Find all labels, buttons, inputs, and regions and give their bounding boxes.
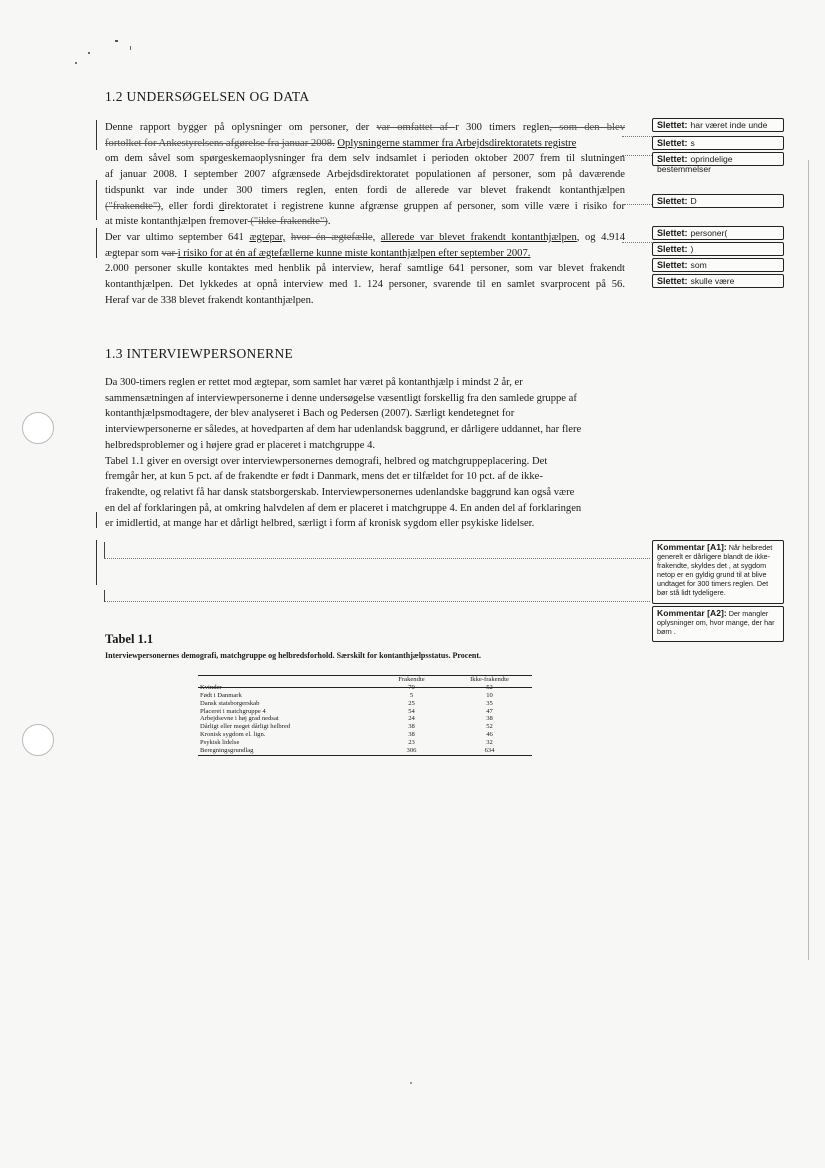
table-row — [198, 738, 532, 746]
text-line — [105, 167, 625, 183]
text-run: Der var ultimo september 641 — [105, 231, 250, 243]
table-cell: 54 — [408, 707, 415, 715]
deleted-text: ("ikke-frakendte") — [247, 216, 328, 228]
text-line — [105, 261, 625, 277]
scan-speck — [410, 1082, 412, 1084]
deleted-text: , som den blev — [549, 122, 625, 133]
table-cell: 306 — [406, 746, 417, 754]
table-cell: 38 — [408, 730, 415, 738]
table-row — [198, 746, 532, 754]
text-run: Denne rapport bygger på oplysninger om personer, der — [105, 122, 377, 133]
balloon-connector — [622, 155, 652, 156]
deletion-text: oprindelige bestemmelser — [657, 154, 733, 174]
table-cell: 10 — [486, 691, 493, 699]
deleted-text: var omfattet af — [376, 122, 456, 133]
text-run: af januar 2008. I september 2007 afgrænsede Arbejdsdirektoratet populationen af personer, som på daværende — [105, 169, 625, 181]
table-cell: Født i Danmark — [200, 691, 242, 699]
deletion-balloon[interactable] — [652, 118, 784, 132]
text-run: r 300 timers reglen — [455, 122, 550, 133]
section-heading-1-3: 1.3 INTERVIEWPERSONERNE — [105, 346, 294, 361]
inserted-text: ægtepar, — [249, 231, 286, 243]
table-cell: Kronisk sygdom el. lign. — [200, 730, 266, 738]
text-line: kontanthjælpsmodtagere, der blev analyseret i Bach og Pedersen (2007). Særligt kendetegnet for — [105, 408, 515, 420]
text-run: irektoratet i registrene kunne afgrænse gruppen af personer, som ville være i risiko for — [224, 200, 625, 212]
balloon-connector — [622, 242, 652, 243]
text-run: kontanthjælpen. Det lykkedes at opnå interview med 1. 124 personer, svarende til en samlet svarprocent på 56. — [105, 279, 625, 291]
text-line — [105, 199, 625, 215]
text-line: en del af forklaringen på, at omkring halvdelen af dem er placeret i matchgruppe 4. En anden del af forklaringen — [105, 502, 582, 514]
balloon-connector — [622, 204, 652, 205]
comment-a1-text: Når helbredet generelt er dårligere blandt de ikke-frakendte, skyldes det , at sygdom netop er en gyldig grund til at blive undtaget for 300 timers reglen. Det bør stå lidt tydeligere. — [657, 543, 773, 597]
deletion-balloon[interactable] — [652, 274, 784, 288]
table-row — [198, 723, 532, 731]
table-cell: 46 — [486, 730, 493, 738]
text-run: . — [327, 216, 331, 228]
comment-anchor-line — [104, 558, 650, 559]
text-line — [105, 277, 625, 293]
comment-a2[interactable] — [652, 606, 784, 642]
table-header-cell: Frakendte — [398, 676, 425, 684]
deletion-balloon[interactable] — [652, 152, 784, 174]
text-run: at miste kontanthjælpen fremover — [105, 216, 248, 228]
comment-anchor-mark — [104, 542, 105, 558]
table-rule-bottom — [198, 755, 532, 756]
deletion-label: Slettet: — [657, 138, 688, 148]
table-cell: 38 — [408, 723, 415, 731]
deletion-balloon[interactable] — [652, 226, 784, 240]
deleted-text: var — [161, 247, 178, 259]
text-run: 2.000 personer skulle kontaktes med henblik på interview, heraf samtlige 641 personer, som var blevet frakendt — [105, 263, 625, 275]
comment-anchor-mark — [104, 590, 105, 602]
balloon-connector — [622, 136, 652, 137]
table-cell: Psykisk lidelse — [200, 738, 240, 746]
deletion-label: Slettet: — [657, 244, 688, 254]
section-heading-1-2: 1.2 UNDERSØGELSEN OG DATA — [105, 89, 310, 104]
table-cell: Dansk statsborgerskab — [200, 699, 260, 707]
table-title: Tabel 1.1 — [105, 632, 154, 646]
table-cell: Kvinder — [200, 684, 222, 692]
deletion-text: har været inde unde — [690, 120, 768, 130]
text-line — [105, 136, 625, 152]
text-line: Tabel 1.1 giver en oversigt over interviewpersonernes demografi, helbred og matchgruppeplacering. Det — [105, 455, 548, 467]
text-run: om dem såvel som spørgeskemaoplysninger fra dem selv indsamlet i perioden oktober 2007 frem til slutningen — [105, 153, 625, 165]
deletion-text: s — [690, 138, 695, 148]
inserted-text: allerede var blevet frakendt kontanthjælpen — [380, 231, 577, 243]
deleted-text: hvor én ægtefælle — [290, 231, 373, 243]
text-line: helbredsproblemer og i højere grad er placeret i matchgruppe 4. — [105, 439, 376, 451]
scan-speck — [130, 46, 131, 50]
table-row — [198, 699, 532, 707]
table-cell: Placeret i matchgruppe 4 — [200, 707, 266, 715]
table-cell: 35 — [486, 699, 493, 707]
deleted-text: ("frakendte") — [105, 200, 161, 212]
table-cell: 70 — [408, 684, 415, 692]
table-row — [198, 715, 532, 723]
deletion-text: ) — [690, 244, 694, 254]
deletion-balloon[interactable] — [652, 194, 784, 208]
deletion-balloon[interactable] — [652, 242, 784, 256]
text-line — [105, 183, 625, 199]
table-cell: 25 — [408, 699, 415, 707]
text-line: er imidlertid, at mange har et dårligt helbred, særligt i form af kronisk sygdom eller psykiske lidelser. — [105, 518, 535, 530]
binder-hole — [22, 412, 54, 444]
comment-anchor-line — [104, 601, 650, 602]
binder-hole — [22, 724, 54, 756]
text-line: Da 300-timers reglen er rettet mod ægtepar, som samlet har været på kontanthjælp i mindst 2 år, er — [105, 377, 523, 388]
deletion-text: personer( — [690, 228, 728, 238]
table-cell: 23 — [408, 738, 415, 746]
change-bar — [96, 512, 97, 528]
table-header-cell — [198, 676, 376, 684]
text-run: , — [372, 231, 381, 243]
text-run: , eller fordi — [160, 200, 219, 212]
text-line: interviewpersonerne er således, at hovedparten af dem har udenlandsk baggrund, er dårligere uddannet, har flere — [105, 424, 582, 436]
deletion-label: Slettet: — [657, 196, 688, 206]
text-line — [105, 230, 625, 246]
text-run: , og 4.914 — [576, 231, 626, 243]
text-line — [105, 293, 625, 309]
table-cell: 5 — [409, 691, 414, 699]
scan-speck — [115, 40, 118, 42]
text-run: tidspunkt var inde under 300 timers reglen, enten fordi de allerede var blevet frakendt kontanthjælpen — [105, 184, 625, 196]
deletion-label: Slettet: — [657, 120, 688, 130]
text-run: Heraf var de 338 blevet frakendt kontanthjælpen. — [105, 294, 314, 306]
comment-a1-label: Kommentar [A1]: — [657, 542, 727, 552]
scan-speck — [88, 52, 90, 54]
text-line: fremgår her, at kun 5 pct. af de frakendte er født i Danmark, mens det er tilfældet for 10 pct. af de ikke- — [105, 471, 543, 483]
text-line — [105, 120, 625, 136]
table-row — [198, 707, 532, 715]
table-cell: 634 — [484, 746, 495, 754]
table-row — [198, 692, 532, 700]
text-line: sammensætningen af interviewpersonerne i denne undersøgelse væsentligt forskellig fra den samlede gruppe af — [105, 392, 577, 404]
inserted-text: i risiko for at én af ægtefællerne kunne miste kontanthjælpen efter september 2007. — [177, 247, 531, 259]
table-header-cell: Ikke-frakendte — [470, 676, 509, 684]
text-line: frakendte, og relativt få har dansk statsborgerskab. Interviewpersonernes udenlandske baggrund kan også være — [105, 486, 575, 498]
change-bar — [96, 228, 97, 258]
table-cell: 52 — [486, 723, 493, 731]
inserted-text: Oplysningerne stammer fra Arbejdsdirektoratets registre — [337, 137, 577, 149]
deletion-label: Slettet: — [657, 276, 688, 286]
change-bar — [96, 180, 97, 220]
change-bar — [96, 540, 97, 585]
scan-speck — [75, 62, 77, 64]
table-cell: 47 — [486, 707, 493, 715]
table-row — [198, 731, 532, 739]
text-line — [105, 246, 625, 262]
table-cell: Arbejdsevne i høj grad nedsat — [200, 715, 279, 723]
table-cell: 52 — [486, 684, 493, 692]
inserted-text: d — [218, 200, 225, 212]
table-caption: Interviewpersonernes demografi, matchgruppe og helbredsforhold. Særskilt for kontanthjælpsstatus. Procent. — [105, 651, 481, 660]
section-1-2-paragraph — [105, 120, 625, 308]
section-1-3-paragraph — [105, 375, 635, 532]
text-run: ægtepar som — [105, 247, 162, 259]
table-cell: Beregningsgrundlag — [200, 746, 254, 754]
deleted-text: fortolket for Ankestyrelsens afgørelse fra januar 2008. — [105, 137, 335, 149]
deletion-label: Slettet: — [657, 260, 688, 270]
table-rule-header — [198, 687, 532, 688]
deletion-balloon[interactable] — [652, 136, 784, 150]
table-header-row — [198, 676, 532, 684]
deletion-label: Slettet: — [657, 228, 688, 238]
comment-a2-text: Der mangler oplysninger om, hvor mange, der har børn . — [657, 609, 775, 636]
deletion-label: Slettet: — [657, 154, 688, 164]
table-cell: 24 — [408, 715, 415, 723]
table-cell: Dårligt eller meget dårligt helbred — [200, 723, 291, 731]
table-cell: 32 — [486, 738, 493, 746]
comment-a2-label: Kommentar [A2]: — [657, 608, 727, 618]
deletion-text: som — [690, 260, 707, 270]
text-line — [105, 151, 625, 167]
page-edge-line — [808, 160, 809, 960]
change-bar — [96, 120, 97, 150]
text-line — [105, 214, 625, 230]
deletion-text: D — [690, 196, 697, 206]
comment-a1[interactable] — [652, 540, 784, 604]
deletion-balloon[interactable] — [652, 258, 784, 272]
deletion-text: skulle være — [690, 276, 735, 286]
table-cell: 38 — [486, 715, 493, 723]
